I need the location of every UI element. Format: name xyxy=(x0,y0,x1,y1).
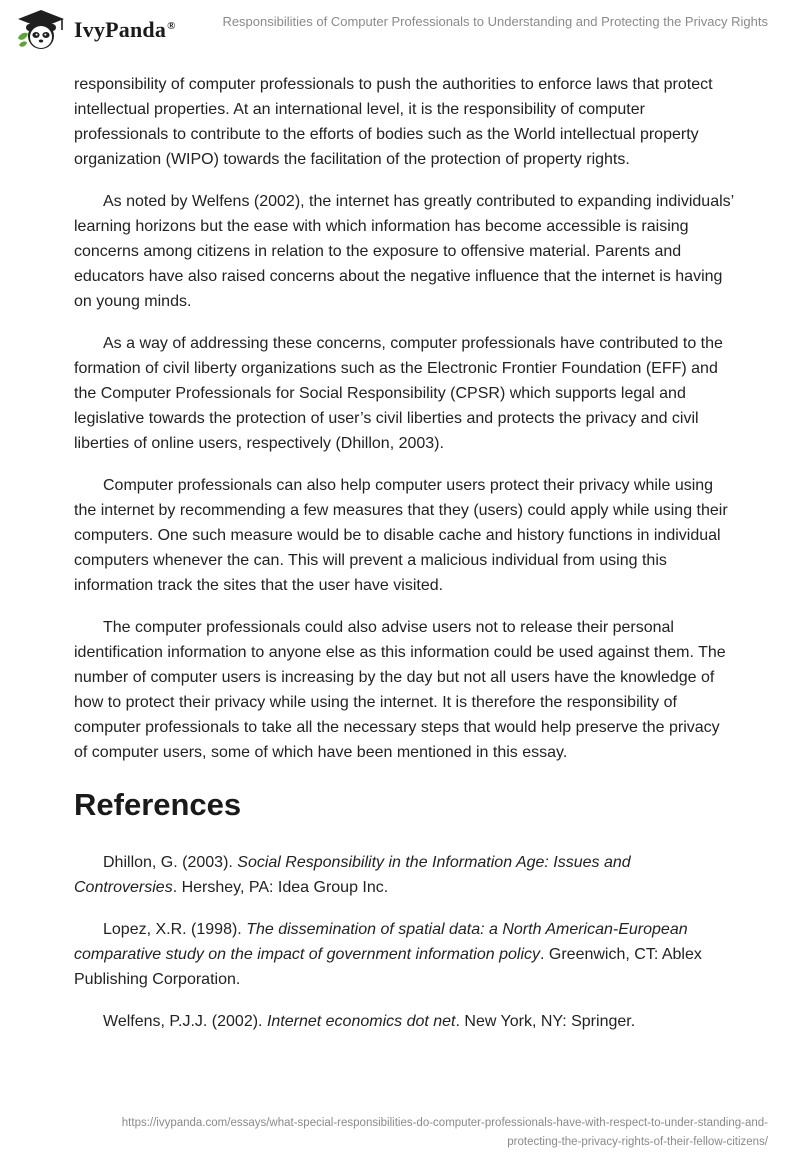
body-paragraph: Computer professionals can also help computer users protect their privacy while using the internet by recommending a few measures that they (users) could apply while using their computers. One such measure would be to disable cache and history functions in individual computers whenever the can. This will prevent a malicious individual from using this information track the sites that the user have visited. xyxy=(74,477,728,594)
essay-content xyxy=(74,72,734,1051)
source-url-line: protecting-the-privacy-rights-of-their-fellow-citizens/ xyxy=(507,1136,768,1148)
logo-text: IvyPanda® xyxy=(74,17,176,42)
page-header xyxy=(0,0,800,60)
reference-title: Social Responsibility in the Information Age: Issues and Controversies xyxy=(74,854,631,896)
reference-title: The dissemination of spatial data: a North American-European comparative study on the impact of government information policy xyxy=(74,921,688,963)
body-paragraph: The computer professionals could also advise users not to release their personal identification information to anyone else as this information could be used against them. The number of computer users is increasing by the day but not all users have the knowledge of how to protect their privacy while using the internet. It is therefore the responsibility of computer professionals to take all the necessary steps that would help preserve the privacy of computer users, some of which have been mentioned in this essay. xyxy=(74,619,726,761)
source-url[interactable] xyxy=(38,1114,768,1152)
references-heading: References xyxy=(74,787,242,822)
reference-item: Welfens, P.J.J. (2002). Internet economics dot net. New York, NY: Springer. xyxy=(103,1013,636,1030)
body-paragraph: As a way of addressing these concerns, computer professionals have contributed to the formation of civil liberty organizations such as the Electronic Frontier Foundation (EFF) and the Computer Professionals for Social Responsibility (CPSR) which supports legal and legislative towards the protection of user’s civil liberties and protects the privacy and civil liberties of online users, respectively (Dhillon, 2003). xyxy=(74,335,723,452)
body-paragraph: As noted by Welfens (2002), the internet has greatly contributed to expanding individuals’ learning horizons but the ease with which information has become accessible is raising concerns among citizens in relation to the exposure to offensive material. Parents and educators have also raised concerns about the negative influence that the internet is having on young minds. xyxy=(74,193,734,310)
document-title: Responsibilities of Computer Professionals to Understanding and Protecting the Privacy Rights xyxy=(222,14,768,29)
body-paragraph: responsibility of computer professionals to push the authorities to enforce laws that protect intellectual properties. At an international level, it is the responsibility of computer professionals to contribute to the efforts of bodies such as the World intellectual property organization (WIPO) towards the facilitation of the protection of property rights. xyxy=(74,76,713,168)
reference-title: Internet economics dot net xyxy=(266,1013,456,1030)
source-url-line: https://ivypanda.com/essays/what-special-responsibilities-do-computer-professionals-have-with-respect-to-under-standing-and- xyxy=(121,1117,768,1129)
reference-item: Lopez, X.R. (1998). The dissemination of spatial data: a North American-European comparative study on the impact of government information policy. Greenwich, CT: Ablex Publishing Corporation. xyxy=(74,921,702,988)
panda-graduate-icon xyxy=(14,8,68,52)
logo[interactable] xyxy=(14,8,176,52)
reference-item: Dhillon, G. (2003). Social Responsibility in the Information Age: Issues and Controversies. Hershey, PA: Idea Group Inc. xyxy=(74,854,631,896)
